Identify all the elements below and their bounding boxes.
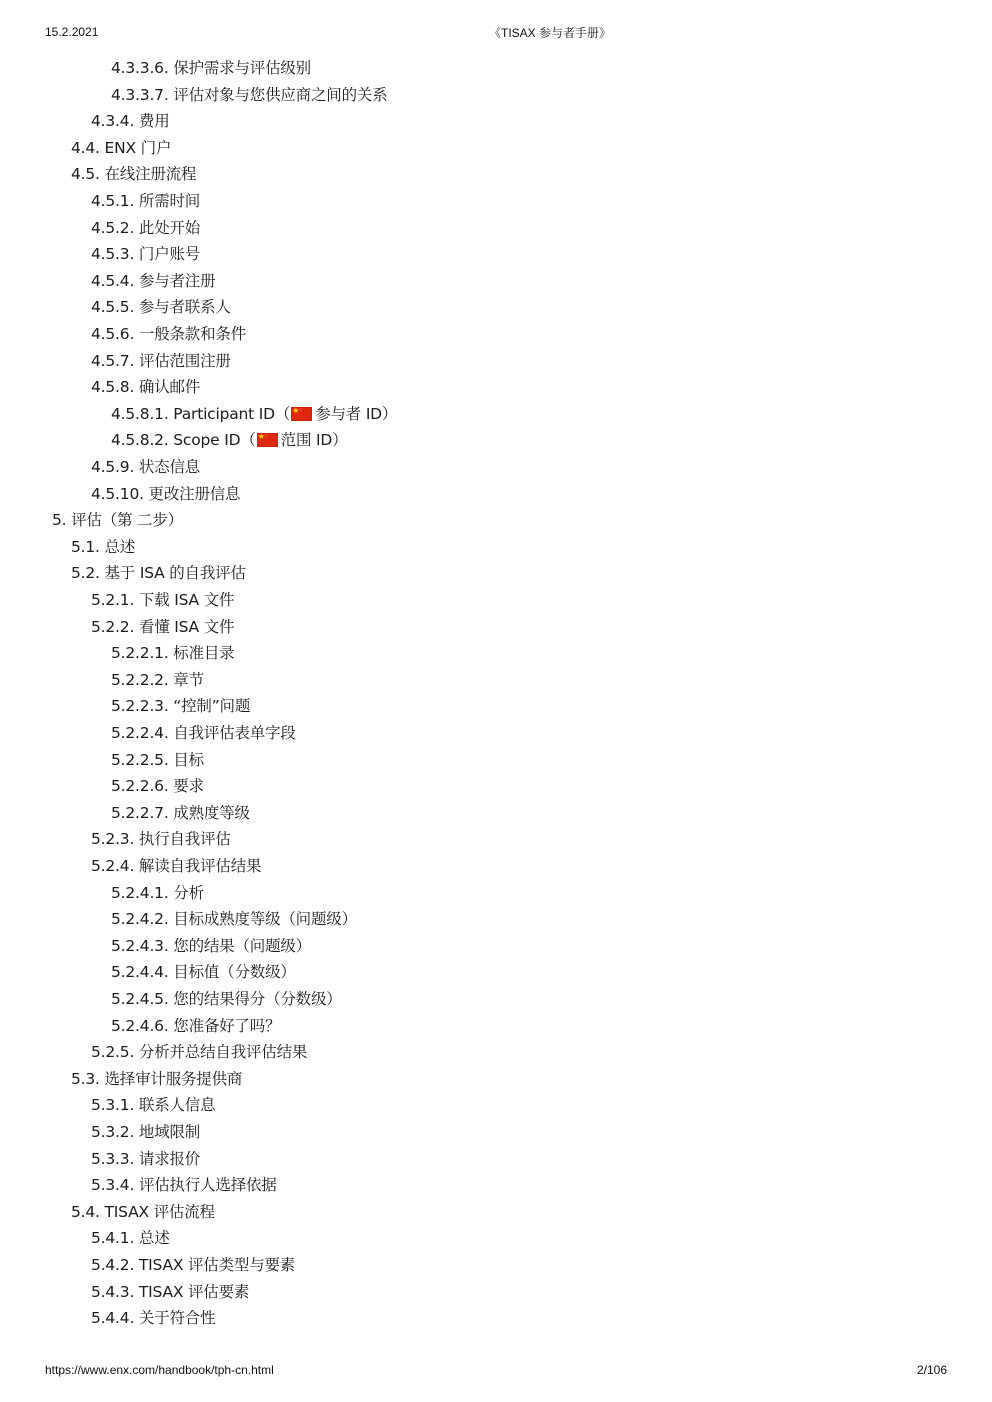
toc-entry[interactable]	[91, 189, 200, 213]
toc-entry-label: 4.5.8. 确认邮件	[91, 378, 201, 397]
toc-entry[interactable]	[91, 1173, 277, 1197]
toc-entry[interactable]	[91, 1280, 249, 1304]
toc-entry[interactable]	[91, 455, 200, 479]
toc-entry-label: 5.2.2.3. “控制”问题	[111, 697, 251, 716]
toc-entry[interactable]	[91, 322, 246, 346]
toc-entry[interactable]	[91, 349, 231, 373]
toc-entry[interactable]	[91, 854, 261, 878]
toc-entry[interactable]	[111, 934, 311, 958]
toc-entry-label: 5.2.5. 分析并总结自我评估结果	[91, 1043, 308, 1062]
page-url: https://www.enx.com/handbook/tph-cn.html	[45, 1363, 274, 1377]
toc-entry-label: 5.2.2.6. 要求	[111, 777, 204, 796]
toc-entry-label: 5.2.4. 解读自我评估结果	[91, 857, 262, 875]
toc-entry[interactable]	[91, 588, 234, 612]
toc-entry[interactable]	[91, 375, 200, 399]
toc-entry-label: 5.2.1. 下载 ISA 文件	[91, 591, 235, 609]
toc-entry-label: 5.3. 选择审计服务提供商	[71, 1069, 243, 1088]
toc-entry[interactable]	[111, 987, 342, 1011]
toc-entry[interactable]	[71, 561, 246, 585]
toc-entry-label: 4.5.7. 评估范围注册	[91, 351, 231, 370]
toc-entry-label: 5. 评估（第 二步）	[52, 511, 183, 530]
toc-entry[interactable]	[52, 508, 183, 532]
toc-entry[interactable]	[91, 109, 170, 133]
toc-entry[interactable]	[91, 269, 215, 293]
toc-entry-label: 5.2.2.7. 成熟度等级	[111, 803, 250, 822]
toc-entry-label: 5.2.2.2. 章节	[111, 670, 204, 689]
toc-entry[interactable]	[111, 960, 296, 984]
toc-entry[interactable]	[111, 694, 250, 718]
china-flag-icon	[257, 433, 278, 447]
toc-entry[interactable]	[91, 1093, 215, 1117]
toc-entry[interactable]	[71, 1200, 215, 1224]
toc-entry[interactable]	[71, 1067, 242, 1091]
toc-entry-label: 4.3.3.6. 保护需求与评估级别	[111, 59, 311, 77]
toc-entry[interactable]	[91, 295, 231, 319]
toc-entry[interactable]	[91, 1226, 170, 1250]
toc-entry[interactable]	[71, 162, 196, 186]
toc-entry-label-suffix: 范围 ID）	[280, 431, 348, 450]
toc-entry[interactable]	[91, 1120, 200, 1144]
toc-entry-label: 5.3.2. 地域限制	[91, 1123, 201, 1141]
toc-entry-label: 4.5.1. 所需时间	[91, 192, 201, 210]
toc-entry-label: 5.2.4.2. 目标成熟度等级（问题级）	[111, 910, 357, 929]
toc-entry-label: 5.2.4.3. 您的结果（问题级）	[111, 936, 311, 955]
toc-entry[interactable]	[91, 216, 200, 240]
toc-entry-label: 4.5.5. 参与者联系人	[91, 298, 231, 317]
document-title: 《TISAX 参与者手册》	[488, 26, 611, 40]
toc-entry-label: 5.3.3. 请求报价	[91, 1149, 201, 1168]
toc-entry[interactable]	[111, 428, 347, 452]
toc-entry-label: 5.2.4.6. 您准备好了吗？	[111, 1016, 281, 1035]
toc-entry-label: 5.4.2. TISAX 评估类型与要素	[91, 1256, 296, 1274]
toc-entry[interactable]	[91, 482, 240, 506]
toc-entry[interactable]	[111, 881, 204, 905]
toc-entry-label: 5.2.2.4. 自我评估表单字段	[111, 724, 296, 742]
toc-entry-label: 5.3.4. 评估执行人选择依据	[91, 1176, 277, 1195]
toc-entry[interactable]	[91, 1040, 307, 1064]
toc-entry-label: 5.1. 总述	[71, 537, 136, 556]
toc-entry-label: 5.2.3. 执行自我评估	[91, 830, 231, 849]
toc-entry-label: 5.4. TISAX 评估流程	[71, 1202, 215, 1221]
toc-entry[interactable]	[111, 641, 234, 665]
toc-entry-label: 4.5.2. 此处开始	[91, 218, 201, 237]
toc-entry[interactable]	[111, 907, 357, 931]
toc-entry[interactable]	[111, 83, 387, 107]
toc-entry-label: 4.5.9. 状态信息	[91, 458, 201, 476]
toc-entry[interactable]	[111, 774, 204, 798]
toc-entry-label: 5.4.3. TISAX 评估要素	[91, 1282, 250, 1301]
toc-entry-label: 5.2.2.1. 标准目录	[111, 644, 235, 663]
page-number: 2/106	[916, 1363, 947, 1377]
toc-entry[interactable]	[111, 748, 204, 772]
toc-entry[interactable]	[111, 668, 204, 692]
toc-entry-label: 4.5.8.2. Scope ID（	[111, 431, 256, 450]
toc-entry[interactable]	[71, 136, 171, 160]
toc-entry-label: 4.3.3.7. 评估对象与您供应商之间的关系	[111, 85, 388, 104]
toc-entry-label: 4.5.4. 参与者注册	[91, 271, 216, 290]
toc-entry[interactable]	[111, 721, 296, 745]
toc-entry-label: 4.5. 在线注册流程	[71, 165, 197, 184]
toc-entry[interactable]	[111, 801, 250, 825]
toc-entry-label: 5.2.4.1. 分析	[111, 883, 204, 902]
toc-entry[interactable]	[91, 1306, 215, 1330]
toc-entry[interactable]	[91, 242, 200, 266]
toc-entry-label: 4.5.10. 更改注册信息	[91, 484, 241, 503]
toc-entry[interactable]	[91, 615, 234, 639]
toc-entry[interactable]	[111, 56, 311, 80]
toc-entry-label: 4.5.6. 一般条款和条件	[91, 325, 246, 343]
toc-entry-label: 4.4. ENX 门户	[71, 138, 172, 157]
toc-entry-label: 4.3.4. 费用	[91, 112, 170, 131]
toc-entry-label: 5.2.4.5. 您的结果得分（分数级）	[111, 990, 342, 1008]
toc-entry-label: 5.2. 基于 ISA 的自我评估	[71, 564, 246, 583]
toc-entry[interactable]	[71, 535, 135, 559]
toc-entry-label: 5.3.1. 联系人信息	[91, 1096, 216, 1115]
toc-entry-label: 5.2.4.4. 目标值（分数级）	[111, 963, 296, 982]
toc-entry-label: 5.4.4. 关于符合性	[91, 1309, 216, 1328]
toc-entry-label-suffix: 参与者 ID）	[315, 404, 398, 423]
toc-entry-label: 5.4.1. 总述	[91, 1229, 170, 1248]
toc-entry-label: 4.5.8.1. Participant ID（	[111, 404, 291, 423]
toc-entry[interactable]	[91, 827, 231, 851]
toc-entry[interactable]	[91, 1253, 295, 1277]
toc-entry[interactable]	[91, 1147, 200, 1171]
print-date: 15.2.2021	[45, 25, 99, 39]
toc-entry-label: 5.2.2. 看懂 ISA 文件	[91, 617, 235, 636]
toc-entry-label: 5.2.2.5. 目标	[111, 750, 204, 769]
toc-entry-label: 4.5.3. 门户账号	[91, 245, 201, 264]
toc-entry[interactable]	[111, 1014, 280, 1038]
china-flag-icon	[291, 407, 312, 421]
toc-entry[interactable]	[111, 402, 397, 426]
